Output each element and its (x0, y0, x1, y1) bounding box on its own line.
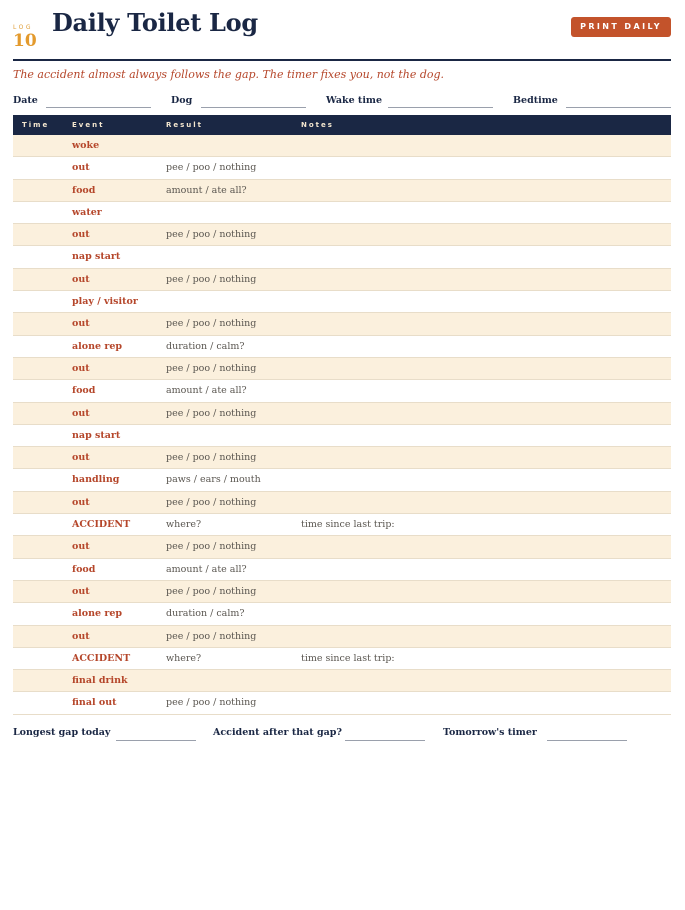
print-daily-button[interactable]: PRINT DAILY (571, 17, 671, 37)
col-result: Result (166, 121, 204, 129)
result-cell: pee / poo / nothing (166, 541, 257, 553)
wake-time-label: Wake time (326, 95, 383, 106)
table-row[interactable] (13, 202, 671, 224)
event-cell: out (72, 229, 90, 241)
tagline: The accident almost always follows the gap. The timer fixes you, not the dog. (13, 68, 445, 81)
tomorrow-timer-input-line[interactable] (547, 740, 627, 741)
table-row[interactable] (13, 291, 671, 313)
col-event: Event (72, 121, 105, 129)
table-row[interactable] (13, 581, 671, 603)
tomorrow-timer-label: Tomorrow's timer (443, 727, 537, 738)
event-cell: out (72, 318, 90, 330)
col-time: Time (22, 121, 50, 129)
event-cell: nap start (72, 429, 121, 441)
table-header (13, 115, 671, 135)
event-cell: woke (72, 140, 100, 151)
result-cell: pee / poo / nothing (166, 407, 257, 419)
table-row[interactable] (13, 514, 671, 536)
result-cell: pee / poo / nothing (166, 585, 257, 597)
event-cell: out (72, 541, 90, 553)
result-cell: pee / poo / nothing (166, 362, 257, 374)
accident-after-label: Accident after that gap? (213, 727, 342, 738)
accident-after-input-line[interactable] (345, 740, 425, 741)
event-cell: out (72, 273, 90, 285)
event-cell: out (72, 362, 90, 374)
table-row[interactable] (13, 626, 671, 648)
event-cell: out (72, 162, 90, 174)
header (13, 8, 671, 60)
table-row[interactable] (13, 358, 671, 380)
event-cell: out (72, 585, 90, 597)
date-field[interactable] (13, 95, 153, 111)
result-cell: amount / ate all? (166, 563, 247, 575)
bedtime-field[interactable] (513, 95, 671, 111)
table-row[interactable] (13, 157, 671, 179)
table-row[interactable] (13, 536, 671, 558)
event-cell: final out (72, 697, 117, 709)
col-notes: Notes (301, 121, 334, 129)
result-cell: pee / poo / nothing (166, 229, 257, 241)
result-cell: duration / calm? (166, 340, 245, 352)
result-cell: pee / poo / nothing (166, 697, 257, 709)
result-cell: duration / calm? (166, 608, 245, 620)
date-label: Date (13, 95, 38, 106)
table-body (13, 135, 671, 715)
event-cell: alone rep (72, 608, 123, 620)
wake-time-field[interactable] (326, 95, 496, 111)
event-cell: food (72, 385, 96, 397)
table-row[interactable] (13, 380, 671, 402)
event-cell: nap start (72, 251, 121, 263)
table-row[interactable] (13, 246, 671, 268)
table-row[interactable] (13, 692, 671, 714)
event-cell: out (72, 496, 90, 508)
info-fields (13, 95, 671, 111)
bedtime-label: Bedtime (513, 95, 558, 106)
result-cell: pee / poo / nothing (166, 630, 257, 642)
table-row[interactable] (13, 336, 671, 358)
table-row[interactable] (13, 269, 671, 291)
table-row[interactable] (13, 559, 671, 581)
event-cell: ACCIDENT (72, 652, 131, 664)
result-cell: pee / poo / nothing (166, 496, 257, 508)
table-row[interactable] (13, 670, 671, 692)
result-cell: amount / ate all? (166, 184, 247, 196)
table-row[interactable] (13, 492, 671, 514)
event-cell: play / visitor (72, 296, 138, 308)
event-cell: food (72, 184, 96, 196)
table-row[interactable] (13, 447, 671, 469)
result-cell: pee / poo / nothing (166, 162, 257, 174)
page-title: Daily Toilet Log (52, 8, 258, 37)
notes-cell: time since last trip: (301, 519, 395, 531)
result-cell: paws / ears / mouth (166, 474, 261, 486)
event-cell: final drink (72, 675, 128, 687)
dog-label: Dog (171, 95, 193, 106)
table-row[interactable] (13, 135, 671, 157)
table-row[interactable] (13, 425, 671, 447)
event-cell: water (72, 206, 102, 218)
log-label: LOG (13, 24, 34, 31)
longest-gap-input-line[interactable] (116, 740, 196, 741)
event-cell: out (72, 407, 90, 419)
result-cell: where? (166, 519, 202, 531)
table-row[interactable] (13, 224, 671, 246)
log-badge (13, 24, 43, 50)
table-row[interactable] (13, 403, 671, 425)
date-input-line[interactable] (46, 107, 151, 108)
event-cell: food (72, 563, 96, 575)
event-cell: ACCIDENT (72, 519, 131, 531)
result-cell: amount / ate all? (166, 385, 247, 397)
result-cell: pee / poo / nothing (166, 318, 257, 330)
table-row[interactable] (13, 313, 671, 335)
longest-gap-label: Longest gap today (13, 727, 111, 738)
event-cell: alone rep (72, 340, 123, 352)
result-cell: pee / poo / nothing (166, 273, 257, 285)
event-cell: handling (72, 474, 120, 486)
table-row[interactable] (13, 648, 671, 670)
dog-input-line[interactable] (201, 107, 306, 108)
event-cell: out (72, 452, 90, 464)
result-cell: pee / poo / nothing (166, 452, 257, 464)
notes-cell: time since last trip: (301, 652, 395, 664)
result-cell: where? (166, 652, 202, 664)
log-table (13, 115, 671, 715)
log-number: 10 (13, 31, 37, 51)
wake-time-input-line[interactable] (388, 107, 493, 108)
summary-fields (13, 727, 671, 743)
table-row[interactable] (13, 469, 671, 491)
event-cell: out (72, 630, 90, 642)
bedtime-input-line[interactable] (566, 107, 671, 108)
dog-field[interactable] (171, 95, 311, 111)
header-divider (13, 59, 671, 61)
table-row[interactable] (13, 603, 671, 625)
table-row[interactable] (13, 180, 671, 202)
